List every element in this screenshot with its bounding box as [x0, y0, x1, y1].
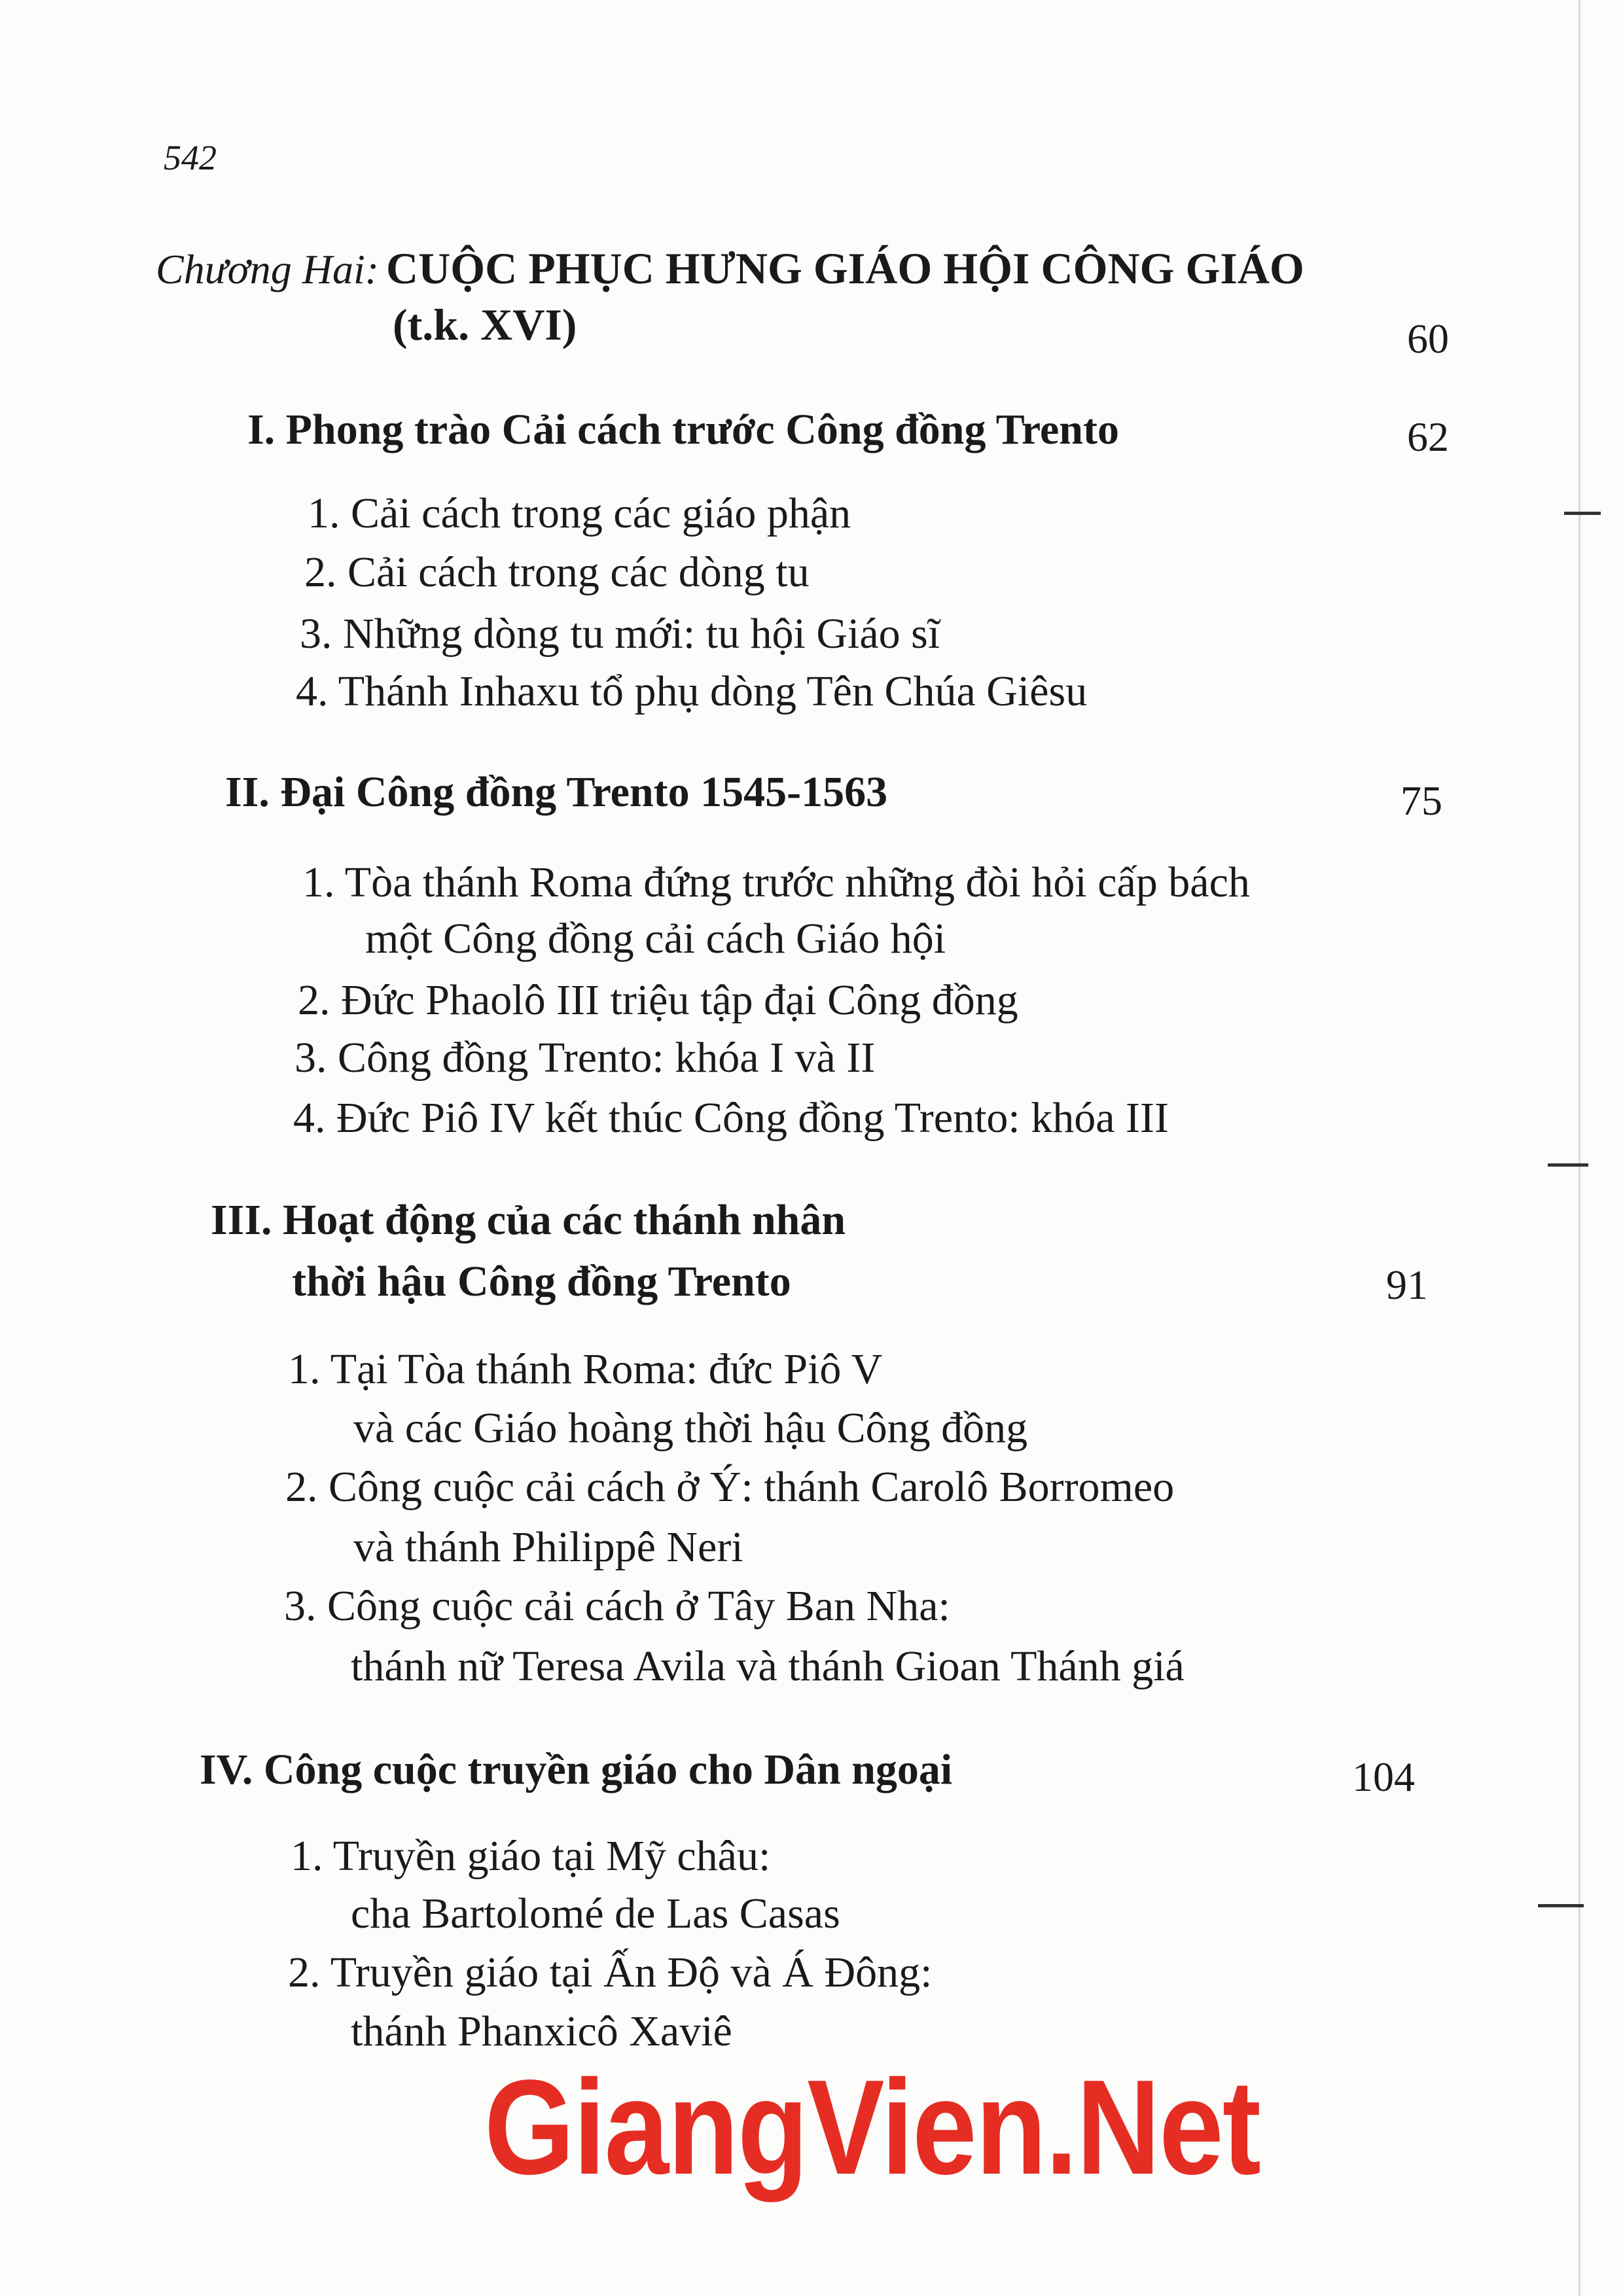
page-edge: [1578, 0, 1580, 2296]
toc-item: 2. Truyền giáo tại Ấn Độ và Á Đông:: [288, 1949, 933, 1996]
toc-item-continued: cha Bartolomé de Las Casas: [351, 1890, 840, 1937]
toc-item: 3. Công đồng Trento: khóa I và II: [294, 1034, 876, 1082]
page-number: 542: [164, 138, 217, 177]
toc-item: 4. Đức Piô IV kết thúc Công đồng Trento: khóa III: [293, 1094, 1169, 1142]
section-page: 75: [1400, 777, 1442, 824]
chapter-prefix: Chương Hai:: [156, 246, 380, 292]
section-page: 62: [1407, 414, 1449, 460]
section-page: 91: [1386, 1262, 1428, 1308]
section-title: II. Đại Công đồng Trento 1545-1563: [225, 768, 888, 816]
toc-item: 1. Cải cách trong các giáo phận: [308, 489, 851, 537]
toc-item-continued: thánh nữ Teresa Avila và thánh Gioan Thánh giá: [351, 1642, 1185, 1690]
toc-item: 2. Công cuộc cải cách ở Ý: thánh Carolô Borromeo: [285, 1463, 1175, 1511]
toc-item-continued: và các Giáo hoàng thời hậu Công đồng: [353, 1404, 1028, 1452]
edge-mark: [1538, 1904, 1584, 1907]
section-title: IV. Công cuộc truyền giáo cho Dân ngoại: [200, 1746, 953, 1793]
edge-mark: [1564, 512, 1601, 515]
edge-mark: [1548, 1163, 1588, 1167]
toc-item: 3. Công cuộc cải cách ở Tây Ban Nha:: [284, 1582, 950, 1630]
toc-item: 1. Tại Tòa thánh Roma: đức Piô V: [288, 1345, 883, 1393]
watermark: GiangVien.Net: [484, 2052, 1260, 2202]
section-page: 104: [1352, 1754, 1415, 1800]
toc-item: 1. Tòa thánh Roma đứng trước những đòi hỏi cấp bách: [302, 858, 1250, 906]
section-title: III. Hoạt động của các thánh nhân: [211, 1196, 846, 1244]
toc-item: 2. Cải cách trong các dòng tu: [304, 548, 810, 596]
chapter-title: CUỘC PHỤC HƯNG GIÁO HỘI CÔNG GIÁO: [386, 243, 1304, 293]
section-title: I. Phong trào Cải cách trước Công đồng Trento: [247, 406, 1119, 453]
toc-item: 3. Những dòng tu mới: tu hội Giáo sĩ: [300, 610, 940, 658]
chapter-page: 60: [1407, 315, 1449, 362]
section-title-line2: thời hậu Công đồng Trento: [292, 1258, 791, 1305]
toc-item-continued: thánh Phanxicô Xaviê: [351, 2007, 732, 2055]
chapter-title-line2: (t.k. XVI): [393, 300, 577, 349]
toc-item-continued: một Công đồng cải cách Giáo hội: [365, 915, 946, 963]
toc-item: 1. Truyền giáo tại Mỹ châu:: [291, 1832, 771, 1880]
toc-item: 2. Đức Phaolô III triệu tập đại Công đồng: [298, 976, 1018, 1024]
toc-item: 4. Thánh Inhaxu tổ phụ dòng Tên Chúa Giêsu: [296, 667, 1088, 715]
toc-item-continued: và thánh Philippê Neri: [353, 1523, 743, 1571]
